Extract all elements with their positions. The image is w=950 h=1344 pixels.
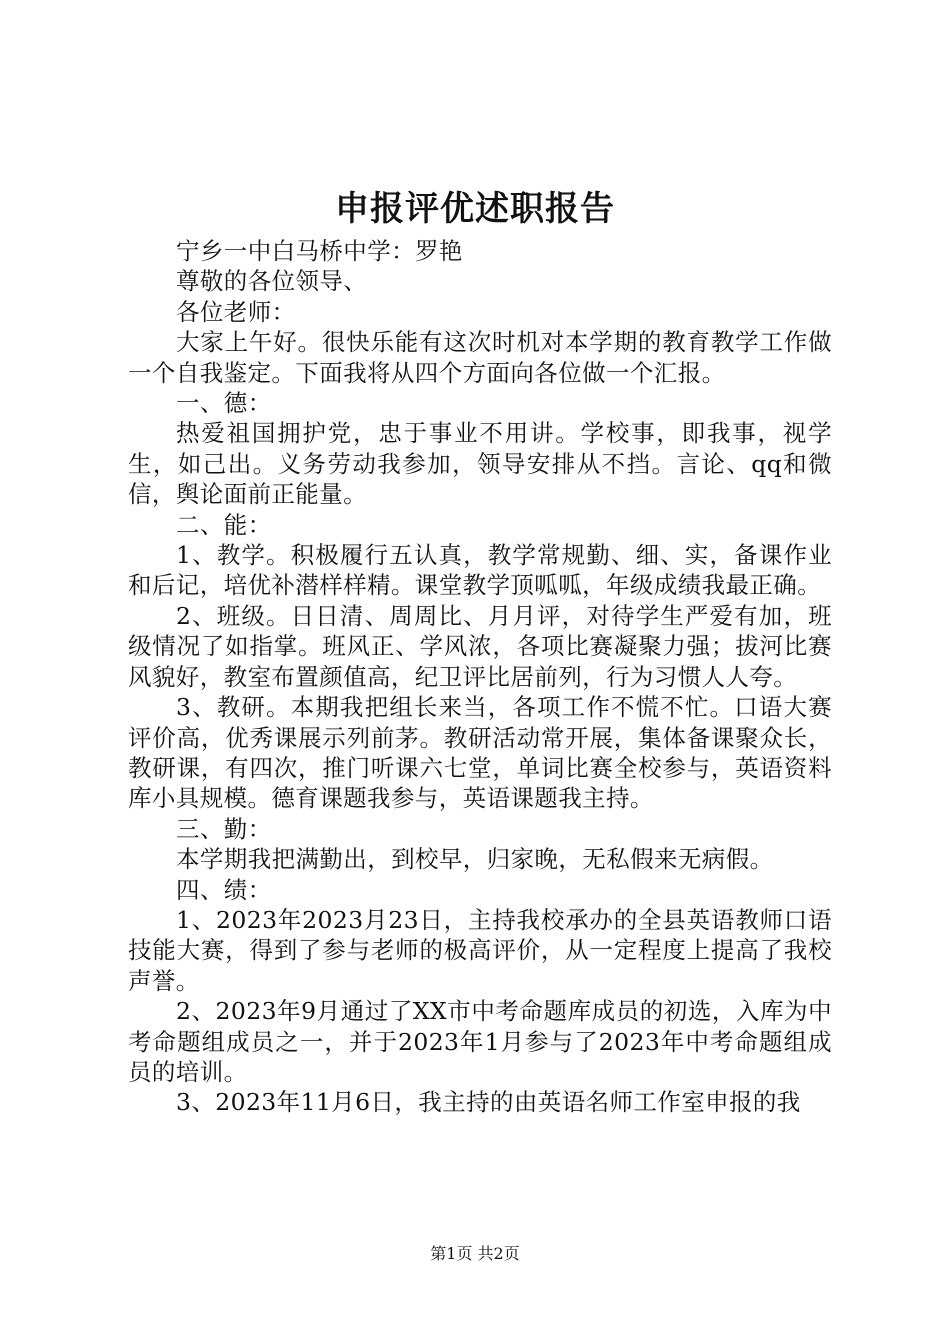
salutation-leaders: 尊敬的各位领导、 <box>176 267 368 296</box>
ji-item-3: 3、2023年11月6日，我主持的由英语名师工作室申报的我 <box>176 1088 801 1117</box>
section-qin-text: 本学期我把满勤出，到校早，归家晚，无私假来无病假。 <box>176 845 774 874</box>
section-de-text: 热爱祖国拥护党，忠于事业不用讲。学校事，即我事，视学生，如己出。义务劳动我参加，领导安排从不挡。言论、qq和微信，舆论面前正能量。 <box>128 419 832 509</box>
document-title: 申报评优述职报告 <box>335 189 615 229</box>
neng-research-text: 3、教研。本期我把组长来当，各项工作不慌不忙。口语大赛评价高，优秀课展示列前茅。教研活动常开展，集体备课聚众长，教研课，有四次，推门听课六七堂，单词比赛全校参与，英语资料库小具规模。德育课题我参与，英语课题我主持。 <box>128 693 832 813</box>
salutation-teachers: 各位老师： <box>176 297 296 326</box>
neng-teaching-text: 1、教学。积极履行五认真，教学常规勤、细、实，备课作业和后记，培优补潜样样精。课堂教学顶呱呱，年级成绩我最正确。 <box>128 541 832 600</box>
section-heading-ji: 四、绩： <box>176 875 272 904</box>
ji-item-2: 2、2023年9月通过了XX市中考命题库成员的初选，入库为中考命题组成员之一，并于2023年1月参与了2023年中考命题组成员的培训。 <box>128 997 832 1086</box>
intro-paragraph: 大家上午好。很快乐能有这次时机对本学期的教育教学工作做一个自我鉴定。下面我将从四个方面向各位做一个汇报。 <box>128 328 832 387</box>
section-heading-de: 一、德： <box>176 389 272 418</box>
author-line: 宁乡一中白马桥中学：罗艳 <box>176 237 463 265</box>
section-heading-qin: 三、勤： <box>176 814 272 843</box>
ji-item-1: 1、2023年2023月23日，主持我校承办的全县英语教师口语技能大赛，得到了参与老师的极高评价，从一定程度上提高了我校声誉。 <box>128 905 832 995</box>
section-heading-neng: 二、能： <box>176 510 272 539</box>
document-body <box>128 236 832 1118</box>
neng-class-text: 2、班级。日日清、周周比、月月评，对待学生严爱有加，班级情况了如指掌。班风正、学风浓，各项比赛凝聚力强；拔河比赛风貌好，教室布置颜值高，纪卫评比居前列，行为习惯人人夸。 <box>128 601 832 691</box>
page-number-footer: 第1页 共2页 <box>430 1244 520 1263</box>
